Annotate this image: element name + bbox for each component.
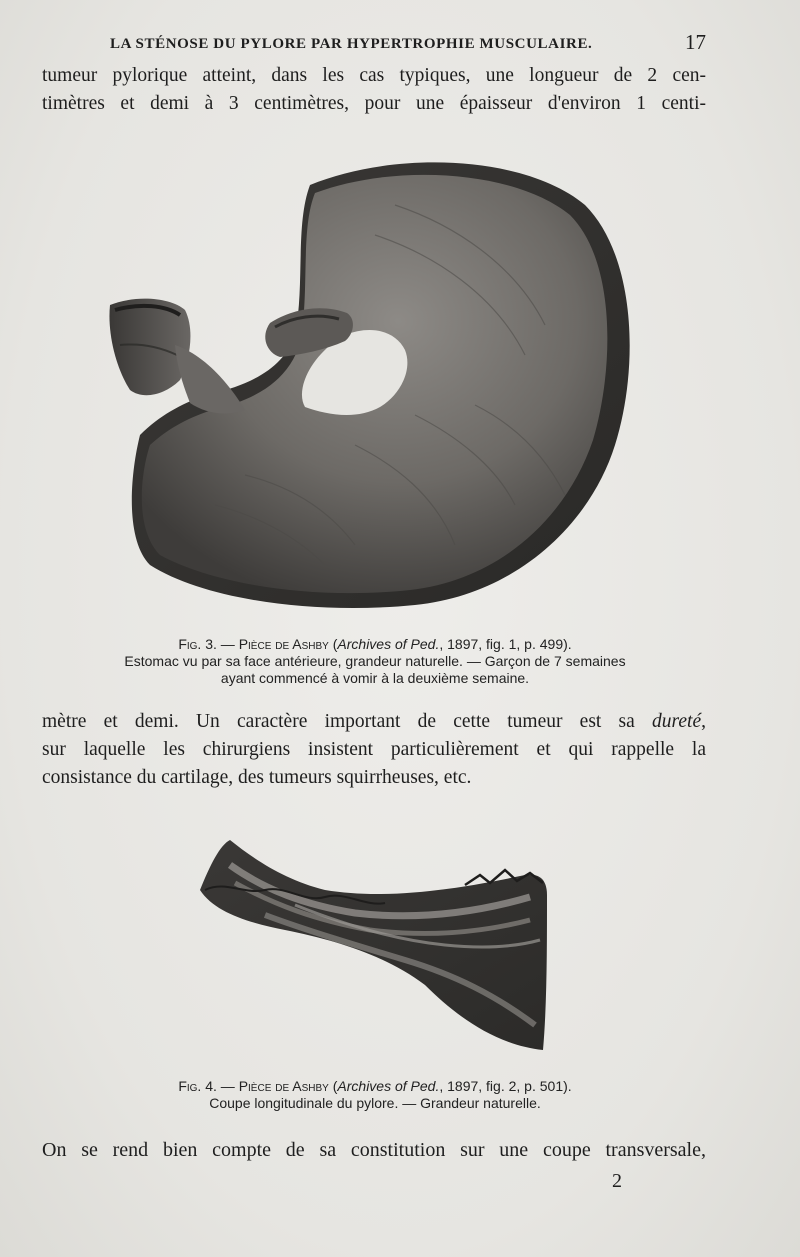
text-line: consistance du cartilage, des tumeurs squirrheuses, etc. [42,767,472,788]
text-line: tumeur pylorique atteint, dans les cas typiques, une longueur de 2 cen- [42,65,706,86]
caption-reference: , 1897, fig. 2, p. 501). [439,1078,572,1094]
caption-line: Estomac vu par sa face antérieure, grandeur naturelle. — Garçon de 7 semaines [124,653,626,669]
figure-label: Fig. 4. [178,1078,217,1094]
figure-3-caption [40,636,710,687]
figure-label: Fig. 3. [178,636,217,652]
caption-journal: Archives of Ped. [337,636,440,652]
signature-mark: 2 [612,1170,622,1192]
text-line: timètres et demi à 3 centimètres, pour une épaisseur d'environ 1 centi- [42,93,706,114]
text-run: mètre et demi. Un caractère important de cette tumeur est sa [42,711,653,732]
caption-journal: Archives of Ped. [337,1078,440,1094]
paragraph-1 [42,62,706,118]
text-line [42,708,706,736]
caption-line: Coupe longitudinale du pylore. — Grandeur naturelle. [209,1095,541,1111]
pylorus-section-illustration [195,835,555,1060]
caption-source: Pièce de Ashby [238,1078,329,1094]
caption-source: Pièce de Ashby [238,636,329,652]
stomach-illustration [95,145,655,625]
text-line: On se rend bien compte de sa constitution sur une coupe transversale, [42,1139,706,1161]
page-header [0,30,800,60]
caption-line: Fig. 4. — Pièce de Ashby (Archives of Ped., 1897, fig. 2, p. 501). [178,1078,572,1094]
text-run: , [701,711,706,732]
emphasis-text: dureté [652,711,702,732]
caption-line: ayant commencé à vomir à la deuxième semaine. [220,670,530,686]
text-line: sur laquelle les chirurgiens insistent particulièrement et qui rappelle la [42,739,706,760]
caption-reference: , 1897, fig. 1, p. 499). [439,636,572,652]
paragraph-2 [42,708,706,792]
running-title: LA STÉNOSE DU PYLORE PAR HYPERTROPHIE MUSCULAIRE. [110,36,593,52]
page-number: 17 [685,30,706,54]
paragraph-3 [42,1136,706,1164]
caption-line: Fig. 3. — Pièce de Ashby (Archives of Ped., 1897, fig. 1, p. 499). [178,636,572,652]
figure-4-caption [40,1078,710,1112]
